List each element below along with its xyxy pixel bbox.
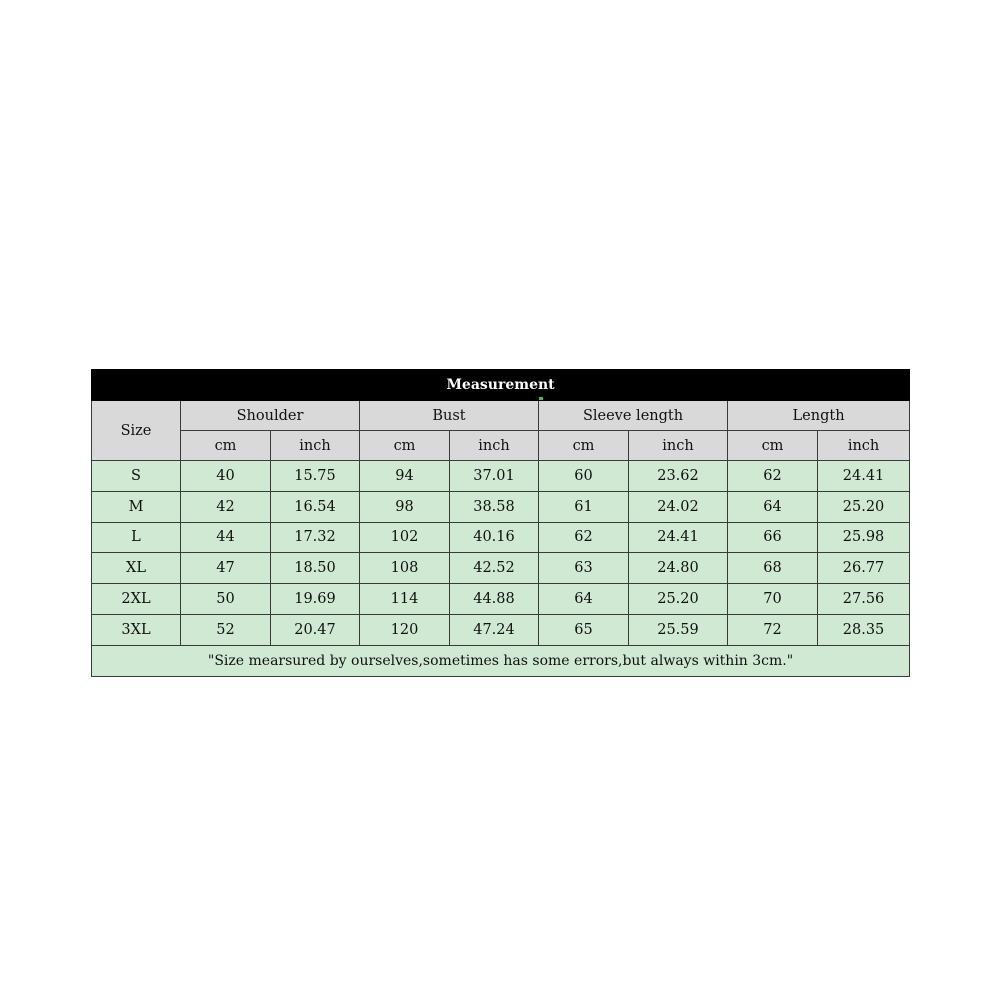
table-body (92, 461, 910, 646)
sleeve-length-header: Sleeve length (539, 401, 728, 431)
measurement-cell: 66 (728, 522, 818, 553)
measurement-cell: 42 (181, 491, 271, 522)
measurement-cell: 38.58 (450, 491, 539, 522)
unit-header: cm (728, 431, 818, 461)
measurement-cell: 18.50 (271, 553, 360, 584)
measurement-cell: 23.62 (629, 461, 728, 492)
measurement-cell: 65 (539, 614, 629, 645)
bust-header: Bust (360, 401, 539, 431)
measurement-cell: 94 (360, 461, 450, 492)
measurement-cell: 25.20 (818, 491, 910, 522)
table-row (92, 522, 910, 553)
measurement-cell: 60 (539, 461, 629, 492)
size-cell: XL (92, 553, 181, 584)
unit-header: inch (450, 431, 539, 461)
table-row (92, 491, 910, 522)
measurement-cell: 120 (360, 614, 450, 645)
measurement-cell: 24.80 (629, 553, 728, 584)
green-marker (539, 397, 543, 400)
shoulder-header: Shoulder (181, 401, 360, 431)
measurement-cell: 17.32 (271, 522, 360, 553)
measurement-cell: 61 (539, 491, 629, 522)
unit-header: inch (271, 431, 360, 461)
unit-header: cm (539, 431, 629, 461)
measurement-cell: 98 (360, 491, 450, 522)
table-row (92, 584, 910, 615)
measurement-cell: 24.02 (629, 491, 728, 522)
measurement-note: "Size mearsured by ourselves,sometimes has some errors,but always within 3cm." (92, 645, 910, 676)
unit-header: cm (181, 431, 271, 461)
unit-header: inch (818, 431, 910, 461)
measurement-cell: 37.01 (450, 461, 539, 492)
measurement-cell: 50 (181, 584, 271, 615)
measurement-cell: 26.77 (818, 553, 910, 584)
measurement-cell: 40 (181, 461, 271, 492)
table-row (92, 614, 910, 645)
size-chart (91, 369, 909, 677)
measurement-cell: 27.56 (818, 584, 910, 615)
unit-header: cm (360, 431, 450, 461)
unit-header-row (92, 431, 910, 461)
measurement-cell: 44 (181, 522, 271, 553)
size-column-header: Size (92, 401, 181, 461)
measurement-cell: 64 (728, 491, 818, 522)
size-cell: 2XL (92, 584, 181, 615)
size-cell: 3XL (92, 614, 181, 645)
table-row (92, 553, 910, 584)
measurement-cell: 68 (728, 553, 818, 584)
measurement-cell: 25.98 (818, 522, 910, 553)
title-row (92, 370, 910, 401)
measurement-cell: 19.69 (271, 584, 360, 615)
measurement-cell: 72 (728, 614, 818, 645)
measurement-cell: 16.54 (271, 491, 360, 522)
size-cell: M (92, 491, 181, 522)
measurement-cell: 47.24 (450, 614, 539, 645)
measurement-cell: 44.88 (450, 584, 539, 615)
measurement-cell: 28.35 (818, 614, 910, 645)
size-cell: L (92, 522, 181, 553)
measurement-cell: 42.52 (450, 553, 539, 584)
group-header-row (92, 401, 910, 431)
measurement-cell: 62 (539, 522, 629, 553)
measurement-cell: 63 (539, 553, 629, 584)
measurement-cell: 24.41 (629, 522, 728, 553)
measurement-cell: 25.59 (629, 614, 728, 645)
measurement-cell: 70 (728, 584, 818, 615)
measurement-cell: 102 (360, 522, 450, 553)
unit-header: inch (629, 431, 728, 461)
measurement-cell: 47 (181, 553, 271, 584)
measurement-cell: 40.16 (450, 522, 539, 553)
size-cell: S (92, 461, 181, 492)
measurement-cell: 15.75 (271, 461, 360, 492)
table-title: Measurement (92, 370, 910, 401)
measurement-cell: 62 (728, 461, 818, 492)
table-row (92, 461, 910, 492)
size-table (91, 369, 910, 677)
measurement-cell: 64 (539, 584, 629, 615)
measurement-cell: 25.20 (629, 584, 728, 615)
measurement-cell: 24.41 (818, 461, 910, 492)
measurement-cell: 20.47 (271, 614, 360, 645)
length-header: Length (728, 401, 910, 431)
measurement-cell: 108 (360, 553, 450, 584)
note-row (92, 645, 910, 676)
measurement-cell: 52 (181, 614, 271, 645)
measurement-cell: 114 (360, 584, 450, 615)
